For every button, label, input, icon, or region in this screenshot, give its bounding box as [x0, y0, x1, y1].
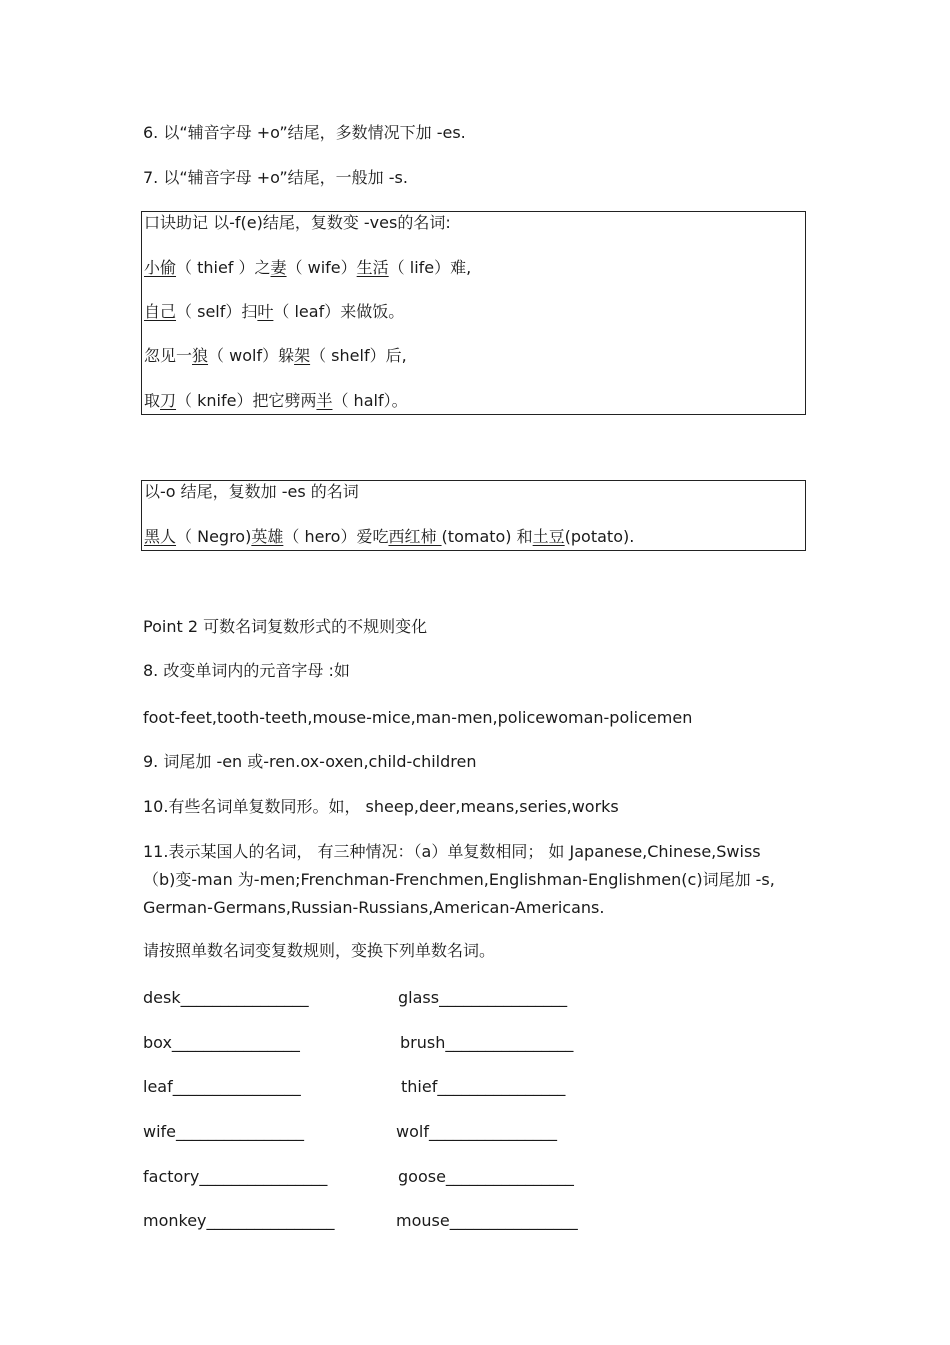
exercise-item-monkey[interactable]: monkey________________: [143, 1211, 335, 1230]
exercise-instruction: 请按照单数名词变复数规则，变换下列单数名词。: [143, 941, 496, 960]
o-ending-box: [141, 480, 806, 551]
mnemonic-line-3: 忽见一狼（ wolf）躲架（ shelf）后,: [144, 346, 407, 365]
rule-11-line-3: German-Germans,Russian-Russians,American-Americans.: [143, 898, 605, 917]
exercise-item-thief[interactable]: thief________________: [401, 1077, 566, 1096]
mnemonic-box: [141, 211, 806, 415]
mnemonic-line-4: 取刀（ knife）把它劈两半（ half）。: [144, 391, 408, 410]
exercise-item-brush[interactable]: brush________________: [400, 1033, 574, 1052]
exercise-item-leaf[interactable]: leaf________________: [143, 1077, 301, 1096]
exercise-item-glass[interactable]: glass________________: [398, 988, 568, 1007]
exercise-item-desk[interactable]: desk________________: [143, 988, 309, 1007]
o-box-title: 以-o 结尾，复数加 -es 的名词: [144, 482, 359, 501]
point2-heading: Point 2 可数名词复数形式的不规则变化: [143, 617, 428, 636]
mnemonic-line-2: 自己（ self）扫叶（ leaf）来做饭。: [144, 302, 405, 321]
rule-10: 10.有些名词单复数同形。如， sheep,deer,means,series,works: [143, 797, 619, 816]
rule-7: 7. 以“辅音字母 +o”结尾，一般加 -s.: [143, 168, 408, 187]
mnemonic-title: 口诀助记 以-f(e)结尾，复数变 -ves的名词:: [144, 213, 451, 232]
exercise-item-factory[interactable]: factory________________: [143, 1167, 328, 1186]
rule-6: 6. 以“辅音字母 +o”结尾，多数情况下加 -es.: [143, 123, 466, 142]
exercise-item-wolf[interactable]: wolf________________: [396, 1122, 557, 1141]
rule-9: 9. 词尾加 -en 或-ren.ox-oxen,child-children: [143, 752, 477, 771]
exercise-item-box[interactable]: box________________: [143, 1033, 300, 1052]
rule-11-line-2: （b)变-man 为-men;Frenchman-Frenchmen,Englishman-Englishmen(c)词尾加 -s,: [143, 870, 775, 889]
mnemonic-line-1: 小偷（ thief ）之妻（ wife）生活（ life）难,: [144, 258, 472, 277]
rule-11-line-1: 11.表示某国人的名词， 有三种情况：（a）单复数相同； 如 Japanese,Chinese,Swiss: [143, 842, 761, 861]
exercise-item-goose[interactable]: goose________________: [398, 1167, 574, 1186]
exercise-item-mouse[interactable]: mouse________________: [396, 1211, 578, 1230]
rule-8-examples: foot-feet,tooth-teeth,mouse-mice,man-men,policewoman-policemen: [143, 708, 693, 727]
rule-8: 8. 改变单词内的元音字母 :如: [143, 661, 350, 680]
exercise-item-wife[interactable]: wife________________: [143, 1122, 305, 1141]
o-box-line: 黑人（ Negro)英雄（ hero）爱吃西红柿 (tomato) 和土豆(potato).: [144, 527, 635, 546]
